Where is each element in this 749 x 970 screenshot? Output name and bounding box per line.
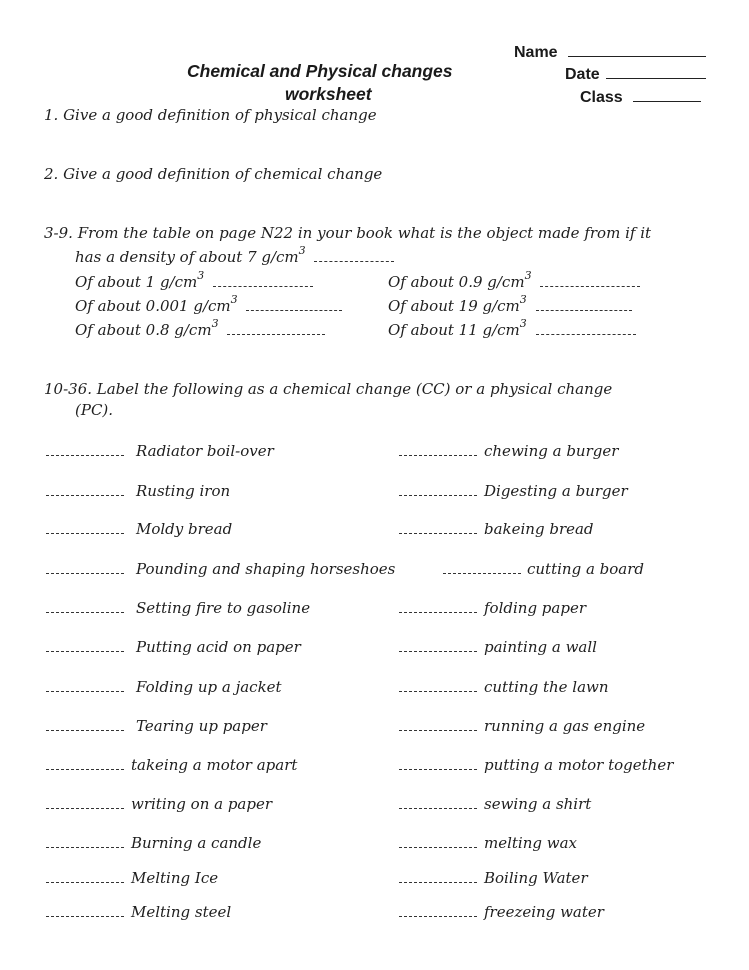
name-label: Name (514, 44, 558, 61)
answer-blank-right[interactable] (399, 769, 477, 770)
answer-blank-right[interactable] (399, 730, 477, 731)
question-3-density-7: has a density of about 7 $g/cm^3$ (75, 248, 394, 266)
answer-blank[interactable] (246, 298, 342, 311)
answer-blank[interactable] (536, 322, 636, 335)
answer-blank-right[interactable] (399, 533, 477, 534)
name-field[interactable] (514, 42, 706, 62)
question-1: 1. Give a good definition of physical change (44, 106, 377, 124)
change-item-left: Setting fire to gasoline (136, 599, 311, 617)
change-row (0, 791, 749, 813)
change-item-right: cutting the lawn (484, 678, 609, 696)
date-label: Date (565, 66, 600, 83)
density-item-right-3: Of about 11 $g/cm^3$ (388, 321, 636, 339)
change-item-left: Melting steel (131, 903, 232, 921)
date-field[interactable] (565, 64, 706, 84)
change-item-left: Pounding and shaping horseshoes (136, 560, 396, 578)
question-2: 2. Give a good definition of chemical change (44, 165, 383, 183)
change-item-right: melting wax (484, 834, 577, 852)
change-row (0, 556, 749, 578)
density-item-left-1: Of about 1 $g/cm^3$ (75, 273, 313, 291)
answer-blank-left[interactable] (46, 533, 124, 534)
change-row (0, 478, 749, 500)
answer-blank-left[interactable] (46, 573, 124, 574)
answer-blank-left[interactable] (46, 651, 124, 652)
answer-blank[interactable] (540, 274, 640, 287)
change-item-right: putting a motor together (484, 756, 674, 774)
change-item-left: Rusting iron (136, 482, 231, 500)
answer-blank-right[interactable] (399, 651, 477, 652)
change-row (0, 516, 749, 538)
answer-blank-left[interactable] (46, 916, 124, 917)
answer-blank-right[interactable] (399, 847, 477, 848)
change-row (0, 830, 749, 852)
change-item-left: Melting Ice (131, 869, 219, 887)
answer-blank-right[interactable] (399, 882, 477, 883)
change-item-left: Tearing up paper (136, 717, 267, 735)
name-line[interactable] (568, 42, 706, 57)
answer-blank-right[interactable] (399, 612, 477, 613)
change-item-right: Boiling Water (484, 869, 588, 887)
change-item-right: chewing a burger (484, 442, 619, 460)
answer-blank-right[interactable] (399, 808, 477, 809)
density-item-right-2: Of about 19 $g/cm^3$ (388, 297, 632, 315)
change-row (0, 634, 749, 656)
question-10-36-prompt: 10-36. Label the following as a chemical change (CC) or a physical change (44, 380, 613, 398)
answer-blank-left[interactable] (46, 495, 124, 496)
change-row (0, 752, 749, 774)
question-3-9-prompt: 3-9. From the table on page N22 in your book what is the object made from if it (44, 224, 652, 242)
date-line[interactable] (606, 64, 706, 79)
answer-blank[interactable] (227, 322, 325, 335)
answer-blank-right[interactable] (399, 455, 477, 456)
change-item-left: Putting acid on paper (136, 638, 301, 656)
change-item-left: Burning a candle (131, 834, 262, 852)
answer-blank-left[interactable] (46, 882, 124, 883)
answer-blank[interactable] (314, 249, 394, 262)
change-item-right: painting a wall (484, 638, 597, 656)
answer-blank-left[interactable] (46, 769, 124, 770)
answer-blank[interactable] (213, 274, 313, 287)
change-item-left: Radiator boil-over (136, 442, 274, 460)
answer-blank-left[interactable] (46, 808, 124, 809)
question-10-36-prompt-cont: (PC). (75, 401, 114, 419)
change-row (0, 438, 749, 460)
change-row (0, 674, 749, 696)
change-item-left: Moldy bread (136, 520, 233, 538)
change-item-right: Digesting a burger (484, 482, 628, 500)
change-item-right: sewing a shirt (484, 795, 592, 813)
answer-blank-left[interactable] (46, 730, 124, 731)
answer-blank-right[interactable] (443, 573, 521, 574)
answer-blank-left[interactable] (46, 847, 124, 848)
change-row (0, 865, 749, 887)
answer-blank-left[interactable] (46, 691, 124, 692)
class-line[interactable] (633, 87, 701, 102)
answer-blank-right[interactable] (399, 916, 477, 917)
worksheet-subtitle: worksheet (285, 84, 372, 104)
answer-blank[interactable] (536, 298, 632, 311)
class-field[interactable] (580, 87, 701, 107)
change-row (0, 595, 749, 617)
answer-blank-left[interactable] (46, 455, 124, 456)
answer-blank-left[interactable] (46, 612, 124, 613)
change-row (0, 899, 749, 921)
density-item-right-1: Of about 0.9 $g/cm^3$ (388, 273, 640, 291)
answer-blank-right[interactable] (399, 495, 477, 496)
change-item-right: cutting a board (527, 560, 645, 578)
density-item-left-2: Of about 0.001 $g/cm^3$ (75, 297, 342, 315)
change-item-left: writing on a paper (131, 795, 273, 813)
change-item-right: folding paper (484, 599, 587, 617)
change-item-left: takeing a motor apart (131, 756, 298, 774)
change-item-right: freezeing water (484, 903, 604, 921)
worksheet-title: Chemical and Physical changes (187, 61, 453, 81)
change-item-right: bakeing bread (484, 520, 594, 538)
change-row (0, 713, 749, 735)
class-label: Class (580, 89, 623, 106)
answer-blank-right[interactable] (399, 691, 477, 692)
change-item-left: Folding up a jacket (136, 678, 282, 696)
density-item-left-3: Of about 0.8 $g/cm^3$ (75, 321, 325, 339)
change-item-right: running a gas engine (484, 717, 646, 735)
